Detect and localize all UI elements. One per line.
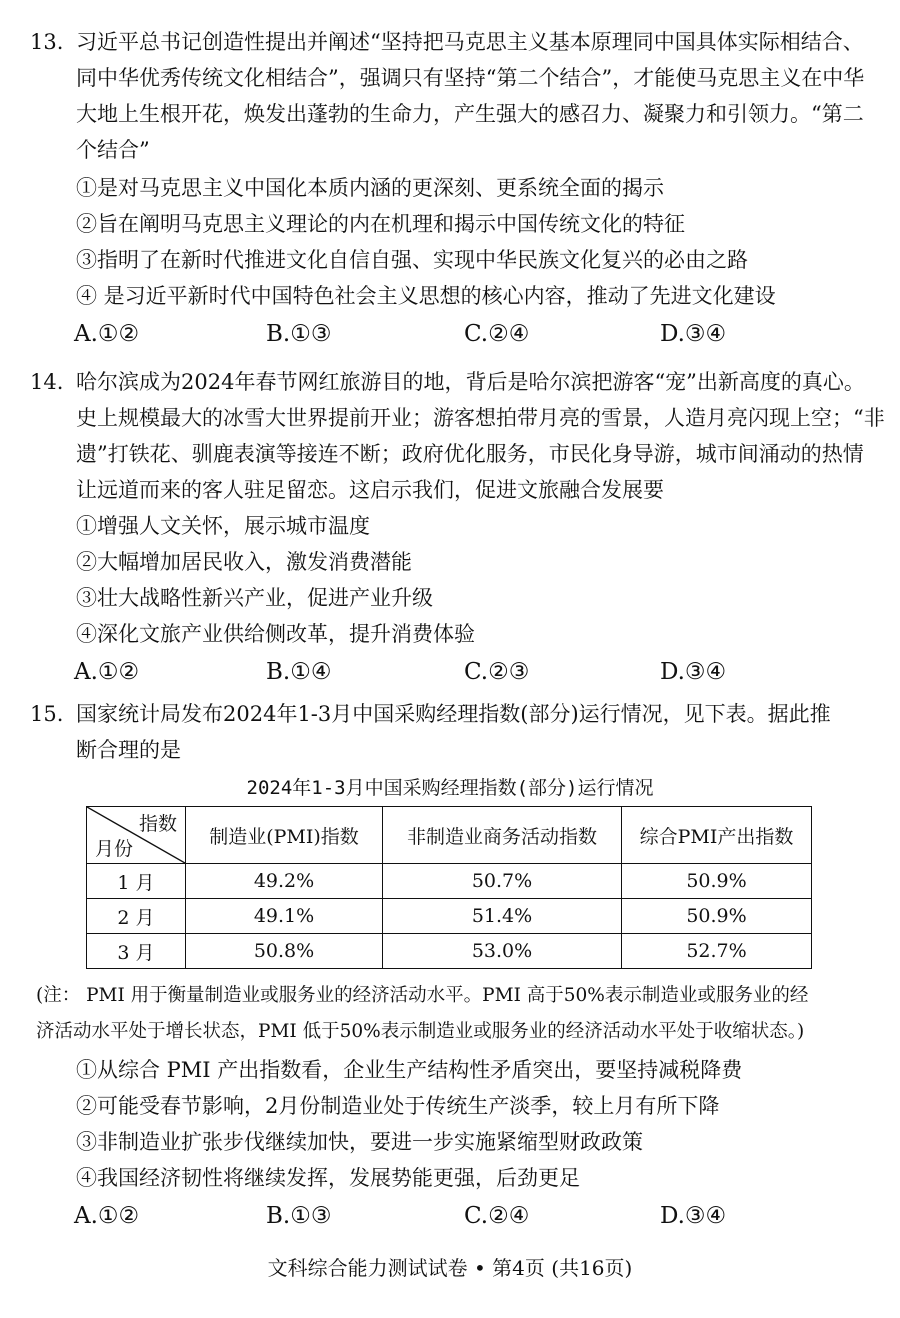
question-stem-line: 14. 哈尔滨成为2024年春节网红旅游目的地，背后是哈尔滨把游客“宠”出新高度的真心。 [30,364,880,400]
option-item: ③壮大战略性新兴产业，促进产业升级 [76,586,433,610]
table-row [87,864,812,899]
answer-choice-d: D.③④ [660,321,727,347]
table-row [87,899,812,934]
answer-choices [30,314,880,354]
answer-choice-a: A.①② [74,1203,140,1229]
answer-choice-b: B.①③ [266,321,332,347]
page-footer: 文科综合能力测试试卷 • 第4页 (共16页) [267,1256,633,1280]
table-cell: 50.9% [622,864,812,899]
table-corner-cell [87,807,186,864]
option-item: ②可能受春节影响，2月份制造业处于传统生产淡季，较上月有所下降 [76,1094,720,1118]
question-stem-line: 同中华优秀传统文化相结合”，强调只有坚持“第二个结合”，才能使马克思主义在中华 [76,66,865,90]
table-cell: 50.7% [383,864,622,899]
answer-choice-c: C.②④ [464,321,530,347]
table-cell: 50.8% [186,934,383,969]
question-stem-line: 15. 国家统计局发布2024年1-3月中国采购经理指数(部分)运行情况，见下表。据此推 [30,696,880,732]
option-item: ③指明了在新时代推进文化自信自强、实现中华民族文化复兴的必由之路 [76,248,748,272]
question-stem-line: 13. 习近平总书记创造性提出并阐述“坚持把马克思主义基本原理同中国具体实际相结合、 [30,24,880,60]
table-header: 非制造业商务活动指数 [383,807,622,864]
table-cell: 50.9% [622,899,812,934]
table-cell: 49.1% [186,899,383,934]
table-row [87,934,812,969]
corner-label-index: 指数 [138,813,177,835]
option-item: ④我国经济韧性将继续发挥，发展势能更强，后劲更足 [76,1166,580,1190]
answer-choice-a: A.①② [74,659,140,685]
pmi-table [86,806,812,969]
table-header: 综合PMI产出指数 [622,807,812,864]
answer-choices [30,1196,880,1236]
table-cell: 51.4% [383,899,622,934]
answer-choice-b: B.①③ [266,1203,332,1229]
table-cell-month: 1 月 [87,864,186,899]
table-header: 制造业(PMI)指数 [186,807,383,864]
option-item: ④ 是习近平新时代中国特色社会主义思想的核心内容，推动了先进文化建设 [76,284,776,308]
question-stem-line: 史上规模最大的冰雪大世界提前开业；游客想拍带月亮的雪景，人造月亮闪现上空；“非 [76,406,885,430]
answer-choice-a: A.①② [74,321,140,347]
question-number: 14. [30,370,64,394]
answer-choice-d: D.③④ [660,1203,727,1229]
question-number: 15. [30,702,64,726]
question-15-options [30,1052,880,1236]
note-line: (注： PMI 用于衡量制造业或服务业的经济活动水平。PMI 高于50%表示制造业或服务业的经 [36,985,809,1006]
option-item: ①从综合 PMI 产出指数看，企业生产结构性矛盾突出，要坚持减税降费 [76,1058,743,1082]
table-cell: 52.7% [622,934,812,969]
question-15 [30,696,880,768]
option-item: ①增强人文关怀，展示城市温度 [76,514,370,538]
option-item: ③非制造业扩张步伐继续加快，要进一步实施紧缩型财政政策 [76,1130,643,1154]
option-item: ①是对马克思主义中国化本质内涵的更深刻、更系统全面的揭示 [76,176,664,200]
question-13 [30,24,880,354]
table-note [36,978,876,1050]
question-stem-line: 遗”打铁花、驯鹿表演等接连不断；政府优化服务，市民化身导游，城市间涌动的热情 [76,442,864,466]
question-stem-line: 个结合” [76,138,150,162]
answer-choice-b: B.①④ [266,659,332,685]
question-number: 13. [30,30,64,54]
question-stem-line: 让远道而来的客人驻足留恋。这启示我们，促进文旅融合发展要 [76,478,664,502]
answer-choice-d: D.③④ [660,659,727,685]
option-item: ④深化文旅产业供给侧改革，提升消费体验 [76,622,475,646]
note-line: 济活动水平处于增长状态，PMI 低于50%表示制造业或服务业的经济活动水平处于收缩状态。) [36,1021,805,1042]
table-header-row [87,807,812,864]
table-cell: 53.0% [383,934,622,969]
table-cell: 49.2% [186,864,383,899]
table-title: 2024年1-3月中国采购经理指数(部分)运行情况 [246,777,654,799]
option-item: ②大幅增加居民收入，激发消费潜能 [76,550,412,574]
answer-choice-c: C.②③ [464,659,530,685]
corner-label-month: 月份 [95,838,134,860]
question-stem-line: 断合理的是 [76,738,181,762]
question-stem-line: 大地上生根开花，焕发出蓬勃的生命力，产生强大的感召力、凝聚力和引领力。“第二 [76,102,864,126]
answer-choice-c: C.②④ [464,1203,530,1229]
table-cell-month: 3 月 [87,934,186,969]
option-item: ②旨在阐明马克思主义理论的内在机理和揭示中国传统文化的特征 [76,212,685,236]
table-cell-month: 2 月 [87,899,186,934]
question-14 [30,364,885,692]
answer-choices [30,652,880,692]
